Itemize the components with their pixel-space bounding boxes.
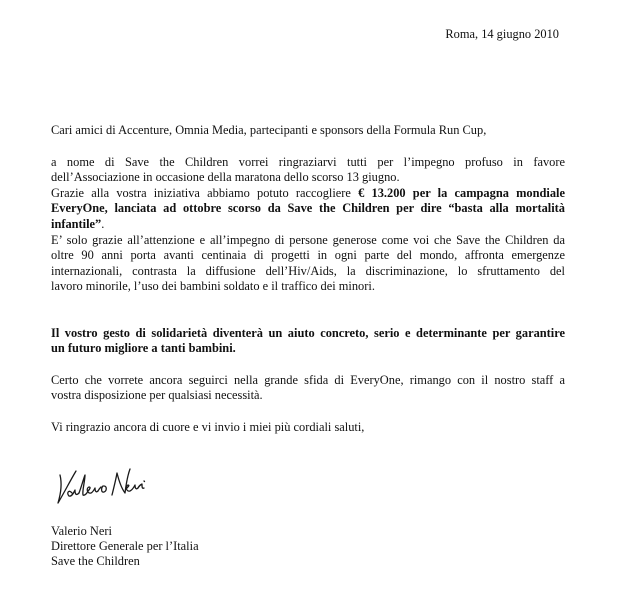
sentence-period: . <box>101 216 105 231</box>
paragraph-everyone <box>51 373 565 404</box>
signer-block <box>51 524 199 570</box>
paragraph-thanks <box>51 155 565 186</box>
paragraph-line: dell’Associazione in occasione della maratona dello scorso 13 giugno. <box>51 170 400 185</box>
paragraph-line: E’ solo grazie all’attenzione e all’impegno di persone generose come voi che Save the Children da <box>51 233 565 247</box>
paragraph-line: lavoro minorile, l’uso dei bambini soldato e il traffico dei minori. <box>51 278 375 293</box>
letter-date: Roma, 14 giugno 2010 <box>445 27 559 41</box>
donation-amount-text: € 13.200 per la campagna mondiale <box>358 186 565 200</box>
campaign-quote-end: infantile” <box>51 216 102 231</box>
paragraph-solidarity <box>51 326 565 357</box>
paragraph-line <box>51 217 565 232</box>
paragraph-line <box>51 186 565 201</box>
donation-intro-text: Grazie alla vostra iniziativa abbiamo potuto raccogliere <box>51 186 359 200</box>
signer-organization: Save the Children <box>51 554 140 569</box>
paragraph-line: vostra disposizione per qualsiasi necessità. <box>51 388 263 403</box>
letter-closing: Vi ringrazio ancora di cuore e vi invio i miei più cordiali saluti, <box>51 420 365 434</box>
paragraph-line: un futuro migliore a tanti bambini. <box>51 341 236 356</box>
paragraph-donation <box>51 186 565 232</box>
paragraph-mission <box>51 233 565 294</box>
paragraph-line: EveryOne, lanciata ad ottobre scorso da Save the Children per dire “basta alla mortalità <box>51 201 565 216</box>
paragraph-line: Certo che vorrete ancora seguirci nella grande sfida di EveryOne, rimango con il nostro staff a <box>51 373 565 387</box>
signer-title: Direttore Generale per l’Italia <box>51 539 199 554</box>
paragraph-line: internazionali, contrasta la diffusione dell’Hiv/Aids, la discriminazione, lo sfruttamento del <box>51 263 565 278</box>
paragraph-line: Il vostro gesto di solidarietà diventerà un aiuto concreto, serio e determinante per garantire <box>51 326 565 340</box>
paragraph-line: a nome di Save the Children vorrei ringraziarvi tutti per l’impegno profuso in favore <box>51 155 565 169</box>
paragraph-line: oltre 90 anni porta avanti centinaia di progetti in ogni parte del mondo, affronta emergenze <box>51 248 565 263</box>
letter-salutation: Cari amici di Accenture, Omnia Media, partecipanti e sponsors della Formula Run Cup, <box>51 123 487 137</box>
handwritten-signature <box>52 463 162 508</box>
signer-name: Valerio Neri <box>51 524 112 538</box>
